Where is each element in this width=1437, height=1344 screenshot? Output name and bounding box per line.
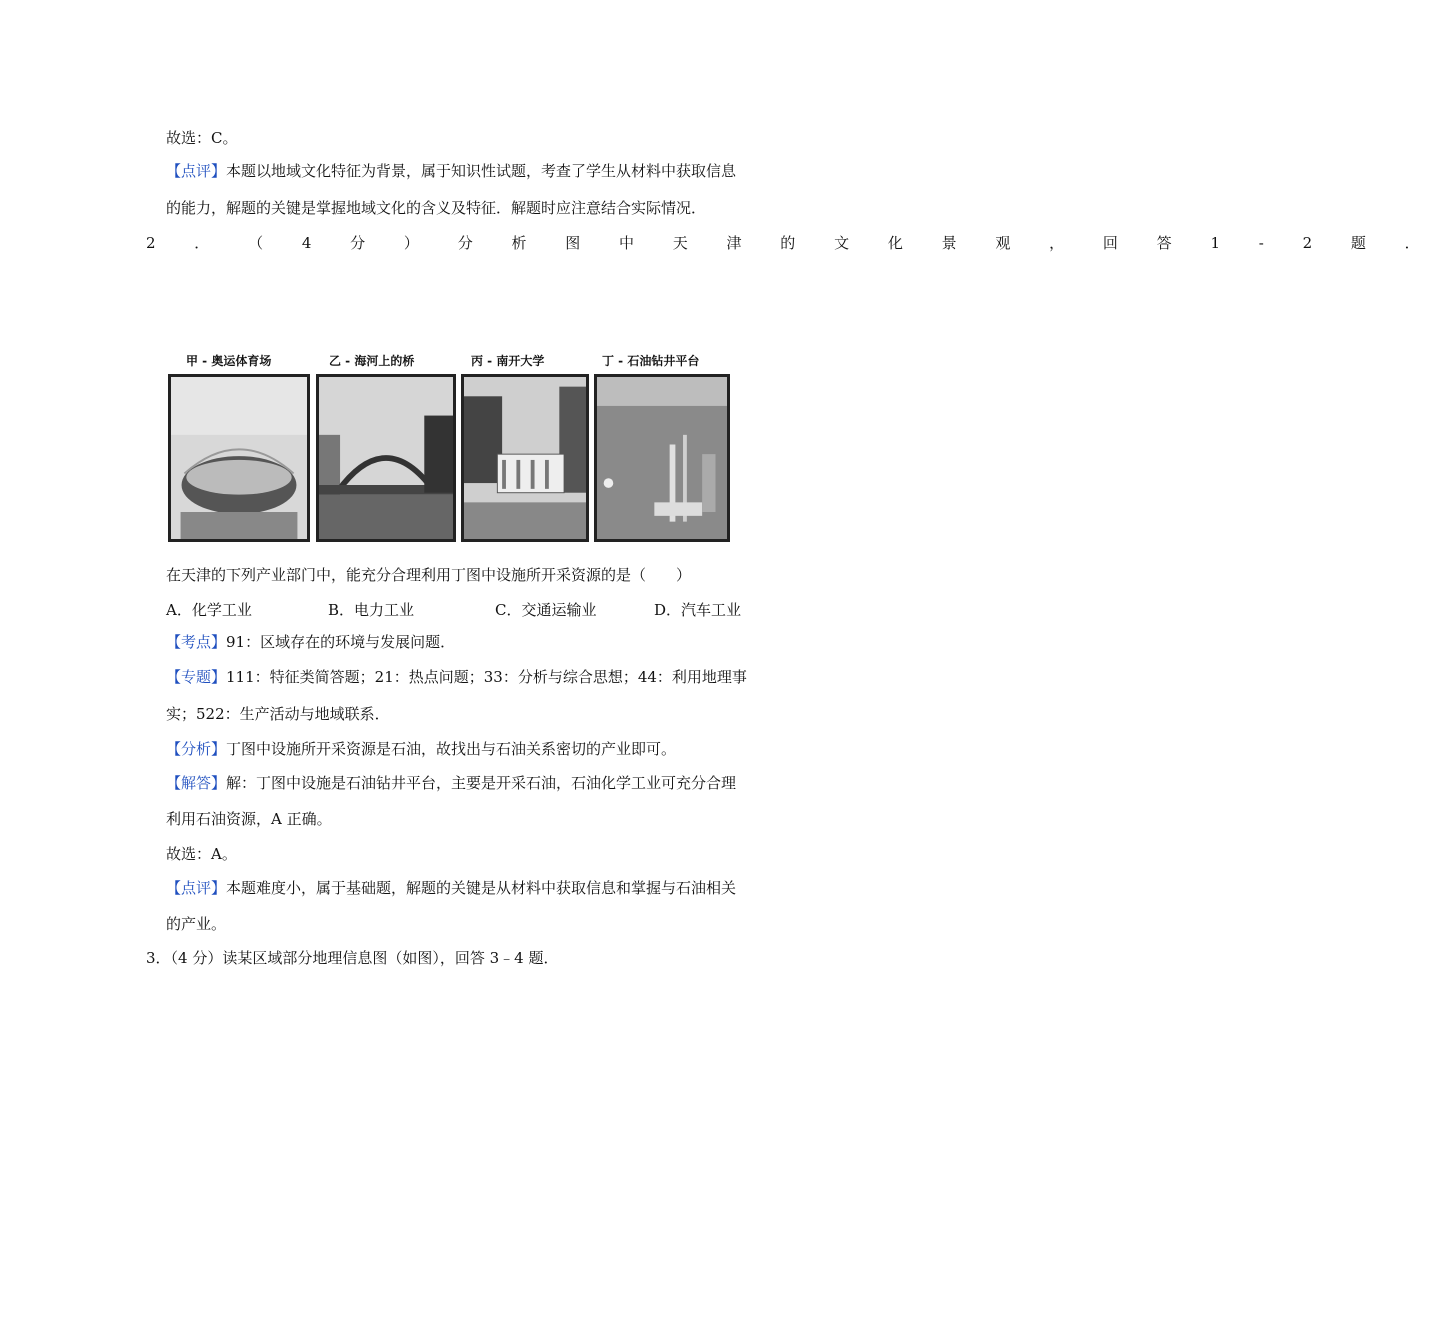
zhuanti-line2: 实；522：生产活动与地域联系． <box>166 705 390 723</box>
q2-question: 在天津的下列产业部门中，能充分合理利用丁图中设施所开采资源的是（ ） <box>166 566 692 584</box>
fenxi-tag: 【分析】 <box>166 740 227 758</box>
caption-ding: 丁 - 石油钻井平台 <box>602 354 700 368</box>
jieda-line1 <box>166 773 736 793</box>
oil-platform-photo <box>594 374 730 542</box>
q2-comment-line2: 的产业。 <box>166 915 227 933</box>
jieda-text: 解：丁图中设施是石油钻井平台，主要是开采石油，石油化学工业可充分合理 <box>226 774 737 792</box>
caption-jia: 甲 - 奥运体育场 <box>186 354 272 368</box>
q1-choice: 故选：C。 <box>166 129 238 147</box>
zhuanti-line1 <box>166 667 747 687</box>
option-b: B．电力工业 <box>328 601 415 619</box>
q1-comment-line2: 的能力，解题的关键是掌握地域文化的含义及特征．解题时应注意结合实际情况． <box>166 199 707 217</box>
jieda-tag: 【解答】 <box>166 774 227 792</box>
tianjin-landscape-figure <box>166 348 736 544</box>
comment-tag: 【点评】 <box>166 162 227 180</box>
comment-text: 本题以地域文化特征为背景，属于知识性试题，考查了学生从材料中获取信息 <box>226 162 737 180</box>
kaodian-text: 91：区域存在的环境与发展问题． <box>226 633 456 651</box>
stadium-photo <box>168 374 310 542</box>
caption-bing: 丙 - 南开大学 <box>471 354 545 368</box>
fenxi-line <box>166 739 676 759</box>
q2-header: 2 ． （ 4 分 ） 分 析 图 中 天 津 的 文 化 景 观 ， 回 答 1 - 2 题 ． <box>146 234 1437 252</box>
bridge-photo <box>316 374 456 542</box>
jieda-line2: 利用石油资源，A 正确。 <box>166 810 332 828</box>
q1-comment-line1 <box>166 161 736 181</box>
option-d: D．汽车工业 <box>654 601 742 619</box>
zhuanti-tag: 【专题】 <box>166 668 227 686</box>
zhuanti-text: 111：特征类简答题；21：热点问题；33：分析与综合思想；44：利用地理事 <box>226 668 747 686</box>
q2-choice: 故选：A。 <box>166 845 237 863</box>
option-c: C．交通运输业 <box>495 601 597 619</box>
q3-header: 3．（4 分）读某区域部分地理信息图（如图），回答 3﹣4 题． <box>146 949 559 967</box>
kaodian-line <box>166 632 455 652</box>
comment-tag: 【点评】 <box>166 879 227 897</box>
comment-text: 本题难度小，属于基础题，解题的关键是从材料中获取信息和掌握与石油相关 <box>226 879 737 897</box>
q2-comment-line1 <box>166 878 736 898</box>
caption-yi: 乙 - 海河上的桥 <box>329 354 415 368</box>
kaodian-tag: 【考点】 <box>166 633 227 651</box>
nankai-university-photo <box>461 374 589 542</box>
option-a: A．化学工业 <box>166 601 252 619</box>
fenxi-text: 丁图中设施所开采资源是石油，故找出与石油关系密切的产业即可。 <box>226 740 677 758</box>
